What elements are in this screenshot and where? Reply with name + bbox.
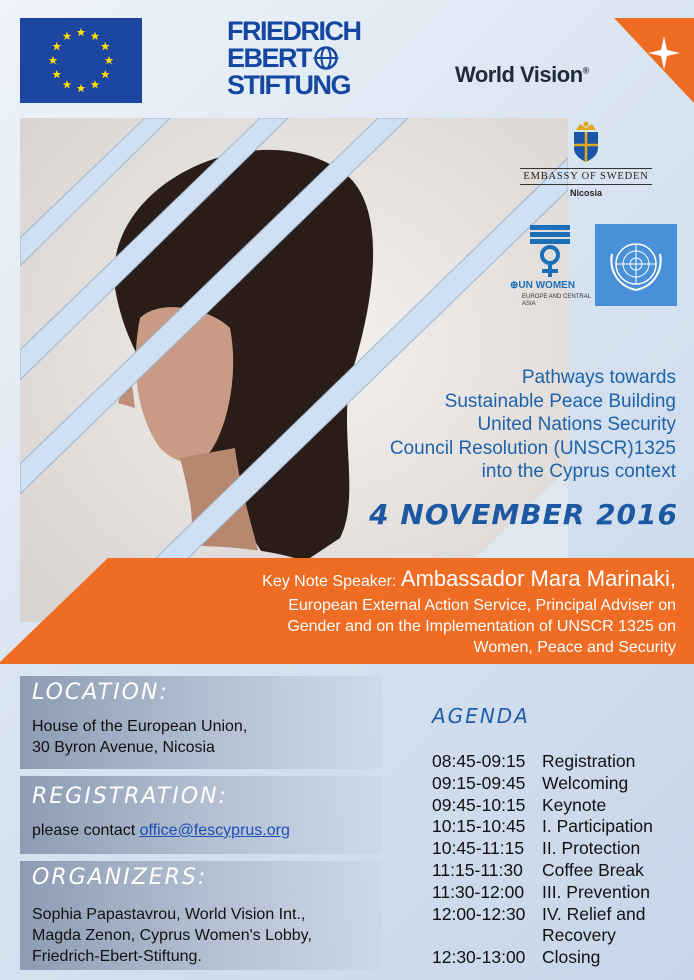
registration-heading: REGISTRATION: [32, 784, 228, 809]
agenda-heading: AGENDA [432, 704, 530, 728]
title-line: Council Resolution (UNSCR)1325 [389, 437, 676, 459]
embassy-city: Nicosia [569, 188, 602, 198]
agenda-item: II. Protection [542, 838, 641, 859]
eu-star-icon [91, 80, 100, 88]
agenda-time: 09:45-10:15 [432, 794, 526, 815]
world-vision-star-icon [594, 18, 694, 103]
agenda-item: Keynote [542, 794, 607, 815]
agenda-time [432, 925, 542, 947]
fes-logo-line-1: FRIEDRICH [227, 16, 361, 46]
globe-icon [313, 46, 339, 70]
eu-star-icon [101, 42, 110, 50]
agenda-row [432, 751, 682, 773]
agenda-time: 12:00-12:30 [432, 903, 526, 924]
eu-star-icon [77, 28, 86, 36]
agenda-time: 09:15-09:45 [432, 772, 526, 793]
speaker-label: Key Note Speaker: [262, 573, 397, 590]
eu-star-icon [105, 56, 114, 64]
embassy-logo [520, 120, 652, 200]
agenda-item: Closing [542, 947, 601, 968]
world-vision-name: World Vision [455, 62, 583, 87]
event-title [336, 366, 676, 484]
agenda-list [432, 751, 682, 969]
agenda-item: Recovery [542, 925, 616, 946]
un-women-logo [510, 225, 591, 310]
eu-star-icon [91, 32, 100, 40]
agenda-row [432, 882, 682, 904]
registration-box [20, 776, 382, 854]
world-vision-logo [443, 18, 694, 103]
agenda-time: 11:30-12:00 [432, 881, 525, 902]
agenda-item: IV. Relief and [542, 903, 646, 924]
un-globe-icon [595, 224, 677, 306]
organizers-list: Sophia Papastavrou, World Vision Int., Magda Zenon, Cyprus Women's Lobby, Friedrich-Ebert-Stiftung. [32, 906, 312, 965]
agenda-item: Registration [542, 751, 636, 771]
agenda-row [432, 816, 682, 838]
un-logo [595, 224, 677, 306]
speaker-name: Ambassador Mara Marinaki, [400, 566, 676, 591]
eu-star-icon [77, 84, 86, 92]
title-line: Pathways towards [521, 367, 676, 388]
agenda-time: 10:15-10:45 [432, 816, 526, 837]
agenda-item: Coffee Break [542, 859, 644, 880]
agenda-row [432, 773, 682, 795]
agenda-time: 10:45-11:15 [432, 838, 525, 859]
agenda-row [432, 904, 682, 926]
agenda-time: 12:30-13:00 [432, 947, 526, 968]
organizers-box [20, 861, 382, 970]
organizers-heading: ORGANIZERS: [32, 865, 208, 890]
agenda-row [432, 947, 682, 969]
agenda-item: I. Participation [542, 816, 653, 837]
eu-star-icon [101, 70, 110, 78]
eu-flag-logo [20, 18, 142, 103]
agenda-row [432, 795, 682, 817]
title-line: Sustainable Peace Building [444, 390, 676, 412]
agenda-row [432, 925, 682, 947]
eu-star-icon [49, 56, 58, 64]
fes-logo [227, 18, 387, 106]
registration-text: please contact office@fescyprus.org [32, 822, 290, 839]
crown-crest-icon [568, 120, 604, 164]
eu-star-icon [63, 32, 72, 40]
agenda-row [432, 860, 682, 882]
eu-star-icon [63, 80, 72, 88]
speaker-description: European External Action Service, Principal Adviser on [288, 597, 676, 614]
location-box [20, 676, 382, 769]
fes-logo-line-3: STIFTUNG [227, 70, 350, 100]
un-women-name: ⊕UN WOMEN [510, 280, 576, 291]
un-women-subtitle: EUROPE AND CENTRAL ASIA [522, 294, 591, 307]
eu-stars-icon [20, 18, 142, 103]
speaker-info [116, 566, 676, 658]
agenda-row [432, 838, 682, 860]
eu-star-icon [52, 42, 61, 50]
agenda-item: III. Prevention [542, 881, 650, 902]
agenda-time: 08:45-09:15 [432, 751, 526, 771]
eu-star-icon [52, 70, 61, 78]
location-heading: LOCATION: [32, 680, 169, 705]
registered-mark: ® [582, 65, 589, 76]
fes-logo-line-2: EBERT [227, 45, 387, 72]
registration-email-link[interactable]: office@fescyprus.org [139, 822, 290, 839]
event-date: 4 NOVEMBER 2016 [369, 498, 678, 531]
embassy-name: EMBASSY OF SWEDEN [520, 168, 652, 185]
title-line: United Nations Security [477, 414, 676, 435]
speaker-description: Women, Peace and Security [473, 639, 676, 656]
agenda-time: 11:15-11:30 [432, 859, 523, 880]
speaker-description: Gender and on the Implementation of UNSCR 1325 on [287, 618, 676, 635]
location-address: House of the European Union, 30 Byron Avenue, Nicosia [32, 718, 248, 756]
un-women-emblem-icon [528, 225, 572, 277]
title-line: into the Cyprus context [481, 461, 676, 482]
agenda-item: Welcoming [542, 772, 629, 793]
